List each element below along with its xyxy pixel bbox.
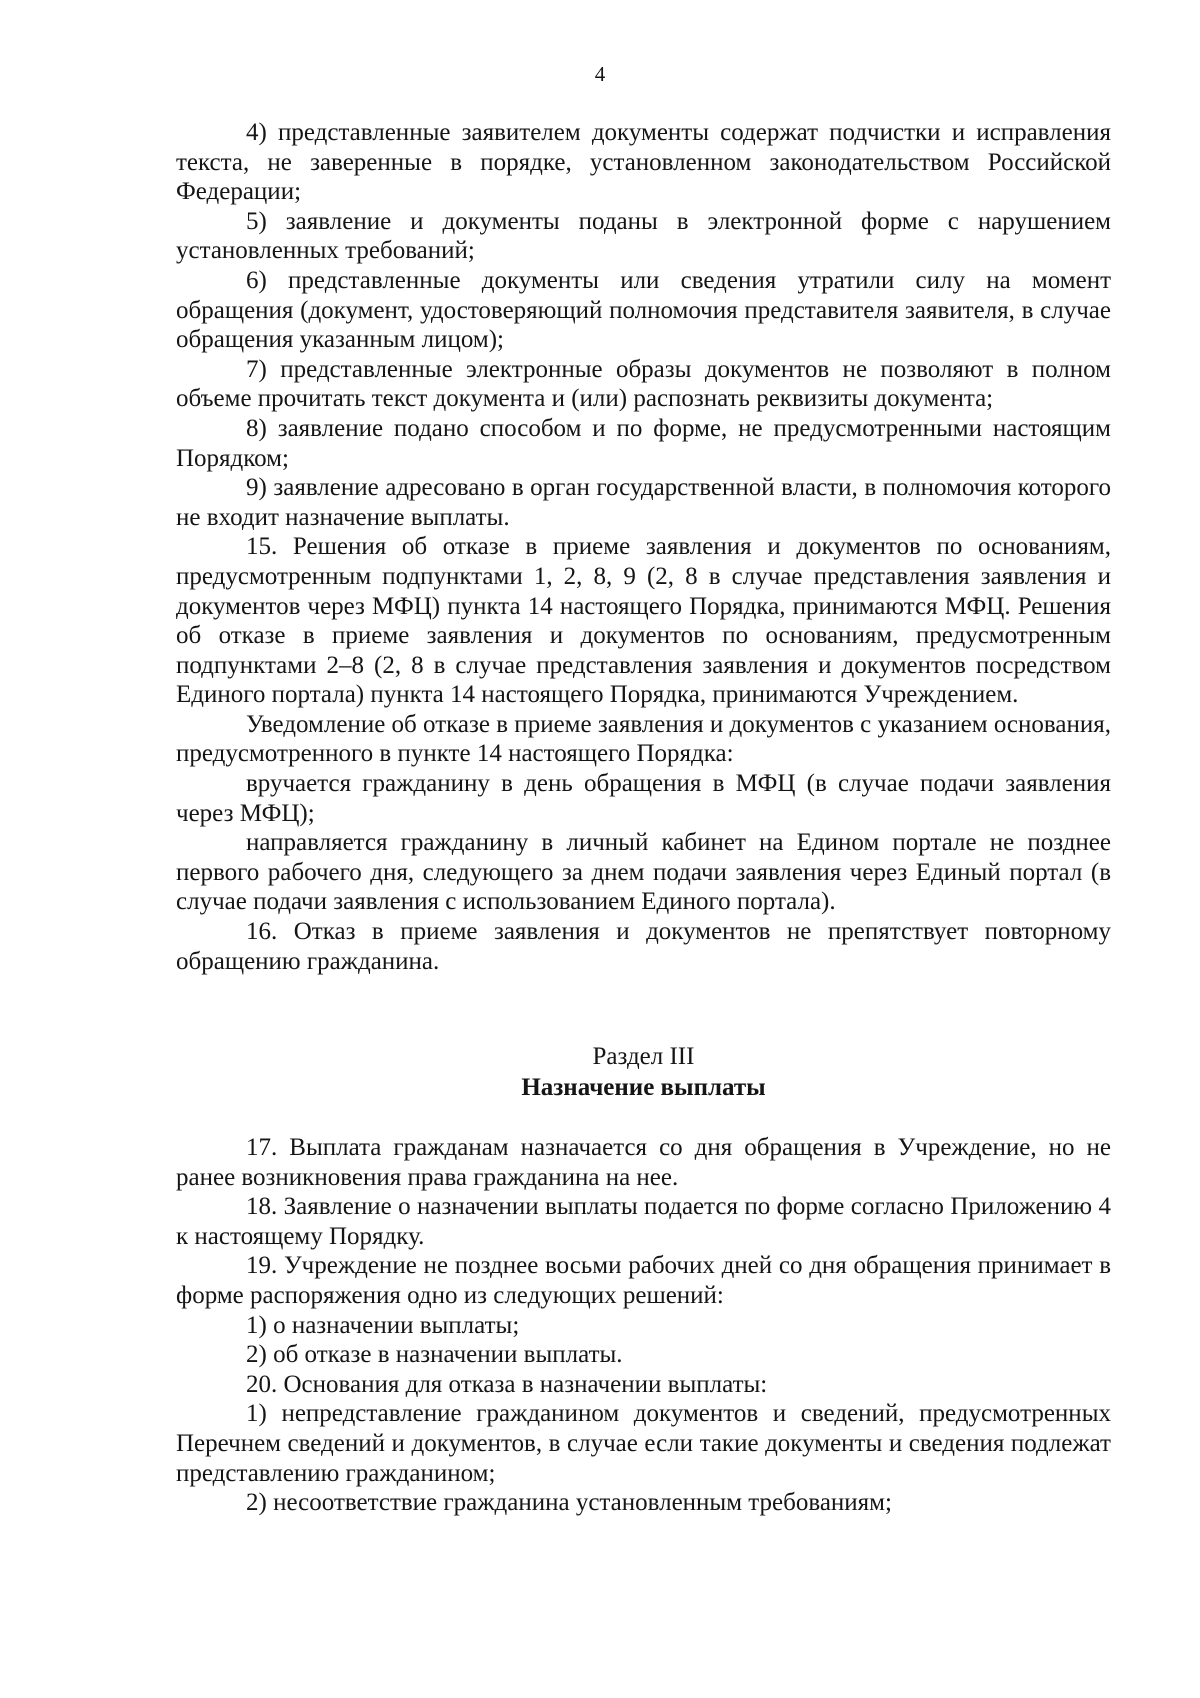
paragraph: 20. Основания для отказа в назначении выплаты:	[246, 1370, 768, 1398]
paragraph: 18. Заявление о назначении выплаты подается по форме согласно Приложению 4 к настоящему Порядку.	[176, 1193, 1111, 1250]
body-text-after-section	[176, 1133, 1111, 1518]
paragraph: 7) представленные электронные образы документов не позволяют в полном объеме прочитать текст документа и (или) распознать реквизиты документа;	[176, 355, 1111, 413]
section-heading	[176, 1041, 1111, 1103]
paragraph: 2) об отказе в назначении выплаты.	[246, 1341, 623, 1369]
paragraph: направляется гражданину в личный кабинет на Едином портале не позднее первого рабочего дня, следующего за днем подачи заявления через Единый портал (в случае подачи заявления с использованием Единого портала).	[176, 829, 1111, 916]
body-text-before-section	[176, 118, 1111, 976]
page-number: 4	[594, 62, 606, 86]
paragraph: 9) заявление адресовано в орган государственной власти, в полномочия которого не входит назначение выплаты.	[176, 474, 1111, 531]
section-label: Раздел III	[592, 1043, 695, 1070]
paragraph: 1) о назначении выплаты;	[246, 1311, 520, 1339]
paragraph: 17. Выплата гражданам назначается со дня обращения в Учреждение, но не ранее возникновения права гражданина на нее.	[176, 1134, 1111, 1191]
paragraph: 4) представленные заявителем документы содержат подчистки и исправления текста, не заверенные в порядке, установленном законодательством Российской Федерации;	[176, 119, 1111, 206]
paragraph: 16. Отказ в приеме заявления и документов не препятствует повторному обращению гражданина.	[176, 918, 1111, 975]
paragraph: 5) заявление и документы поданы в электронной форме с нарушением установленных требований;	[176, 207, 1111, 265]
paragraph: Уведомление об отказе в приеме заявления и документов с указанием основания, предусмотренного в пункте 14 настоящего Порядка:	[176, 710, 1111, 768]
paragraph: 15. Решения об отказе в приеме заявления и документов по основаниям, предусмотренным подпунктами 1, 2, 8, 9 (2, 8 в случае представления заявления и документов через МФЦ) пункта 14 настоящего Порядка, принимаются МФЦ. Решения об отказе в приеме заявления и документов по основаниям, предусмотренным подпунктами 2–8 (2, 8 в случае представления заявления и документов посредством Единого портала) пункта 14 настоящего Порядка, принимаются Учреждением.	[176, 533, 1111, 709]
section-title: Назначение выплаты	[521, 1074, 766, 1101]
paragraph: 2) несоответствие гражданина установленным требованиям;	[246, 1489, 892, 1517]
paragraph: 19. Учреждение не позднее восьми рабочих дней со дня обращения принимает в форме распоряжения одно из следующих решений:	[176, 1252, 1111, 1309]
paragraph: 1) непредставление гражданином документов и сведений, предусмотренных Перечнем сведений и документов, в случае если такие документы и сведения подлежат представлению гражданином;	[176, 1400, 1111, 1487]
paragraph: 6) представленные документы или сведения утратили силу на момент обращения (документ, удостоверяющий полномочия представителя заявителя, в случае обращения указанным лицом);	[176, 266, 1111, 354]
paragraph: вручается гражданину в день обращения в МФЦ (в случае подачи заявления через МФЦ);	[176, 770, 1111, 827]
paragraph: 8) заявление подано способом и по форме, не предусмотренными настоящим Порядком;	[176, 414, 1111, 472]
